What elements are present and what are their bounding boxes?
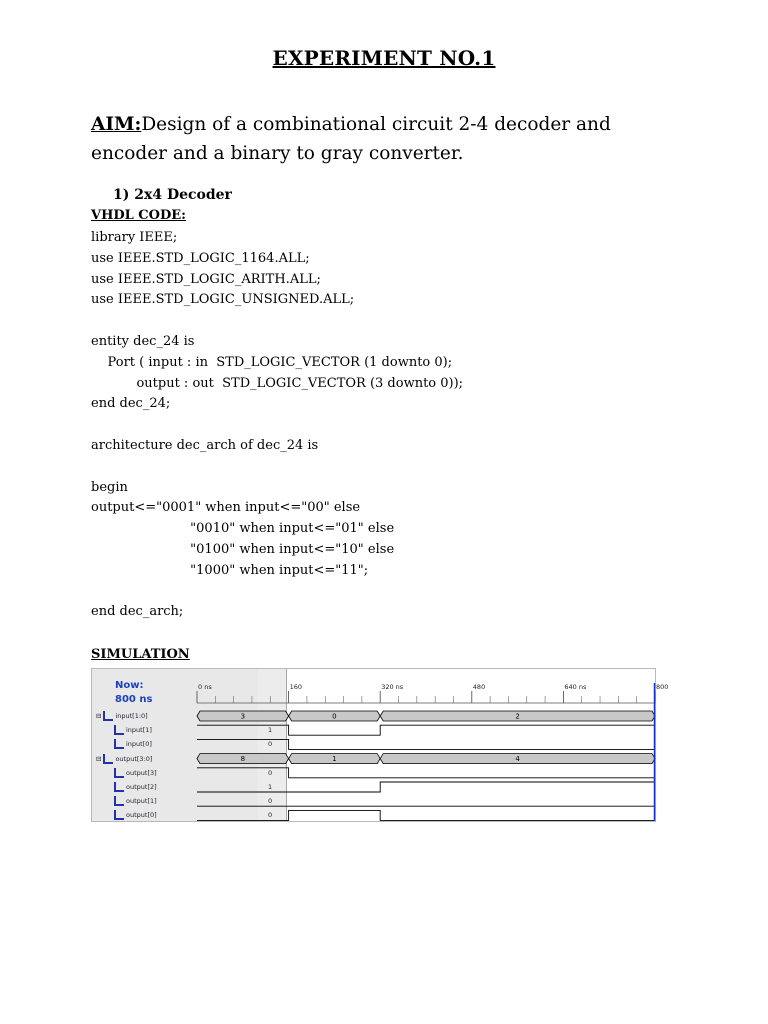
signal-name-label: input[1:0]	[115, 712, 148, 720]
time-tick-label: 320 ns	[381, 683, 404, 691]
signal-name-label: input[1]	[126, 726, 152, 735]
code-line: end dec_arch;	[91, 604, 184, 620]
signal-current-value: 0	[268, 797, 273, 806]
aim-label: AIM:	[91, 114, 142, 135]
bus-value-label: 0	[332, 712, 337, 721]
code-line: "1000" when input<="11";	[91, 562, 369, 578]
code-line: Port ( input : in STD_LOGIC_VECTOR (1 downto 0);	[91, 354, 453, 370]
code-line: begin	[91, 479, 128, 495]
code-line: "0100" when input<="10" else	[91, 541, 395, 557]
code-line	[91, 457, 463, 478]
signal-name-label: input[0]	[126, 740, 152, 749]
signal-name-label: output[1]	[126, 797, 157, 806]
aim-paragraph	[91, 110, 681, 168]
signal-current-value: 1	[268, 726, 273, 735]
section-heading: 1) 2x4 Decoder	[113, 187, 232, 203]
code-line	[91, 582, 463, 603]
now-label: Now:	[115, 680, 144, 691]
bit-trace	[197, 768, 655, 778]
signal-current-value: 0	[268, 768, 273, 777]
code-line: use IEEE.STD_LOGIC_UNSIGNED.ALL;	[91, 292, 355, 308]
signal-name-label: output[2]	[126, 783, 157, 791]
waveform-viewer	[91, 668, 669, 822]
page-title: EXPERIMENT NO.1	[272, 46, 496, 70]
bit-trace	[197, 739, 655, 749]
code-line: "0010" when input<="01" else	[91, 521, 395, 537]
code-line: end dec_24;	[91, 396, 171, 412]
time-tick-label: 640 ns	[564, 683, 587, 691]
signal-name-label: output[3:0]	[115, 754, 153, 763]
simulation-heading: SIMULATION	[91, 647, 190, 662]
time-tick-label: 160	[289, 683, 303, 691]
signal-current-value: 0	[268, 811, 273, 820]
code-line: architecture dec_arch of dec_24 is	[91, 437, 319, 453]
bit-trace	[197, 810, 655, 820]
vhdl-code-block	[91, 228, 463, 623]
code-line: use IEEE.STD_LOGIC_1164.ALL;	[91, 250, 310, 266]
code-line: output : out STD_LOGIC_VECTOR (3 downto 0));	[91, 375, 464, 391]
aim-text: Design of a combinational circuit 2-4 decoder and encoder and a binary to gray converter.	[91, 114, 611, 164]
code-heading: VHDL CODE:	[91, 208, 186, 223]
waveform-plot	[92, 669, 669, 821]
time-tick-label: 480	[472, 683, 486, 691]
bus-value-label: 3	[240, 712, 246, 721]
bit-trace	[197, 725, 655, 735]
signal-current-value: 0	[268, 740, 273, 749]
bus-value-label: 8	[240, 755, 246, 764]
expand-toggle-icon[interactable]: ⊟	[96, 754, 102, 763]
code-line: entity dec_24 is	[91, 333, 195, 349]
bus-value-label: 1	[332, 755, 337, 764]
now-value: 800 ns	[115, 694, 153, 705]
time-tick-label: 0 ns	[198, 683, 212, 691]
expand-toggle-icon[interactable]: ⊟	[96, 712, 102, 720]
bus-value-label: 2	[515, 712, 520, 721]
code-line: use IEEE.STD_LOGIC_ARITH.ALL;	[91, 271, 321, 287]
code-line	[91, 415, 463, 436]
signal-name-label: output[0]	[126, 811, 157, 820]
bus-value-label: 4	[515, 755, 520, 764]
code-line: output<="0001" when input<="00" else	[91, 500, 361, 516]
code-line	[91, 311, 463, 332]
time-tick-label: 800	[656, 683, 669, 691]
signal-current-value: 1	[268, 783, 273, 791]
bit-trace	[197, 782, 655, 792]
signal-name-label: output[3]	[126, 768, 157, 777]
code-line: library IEEE;	[91, 230, 178, 245]
